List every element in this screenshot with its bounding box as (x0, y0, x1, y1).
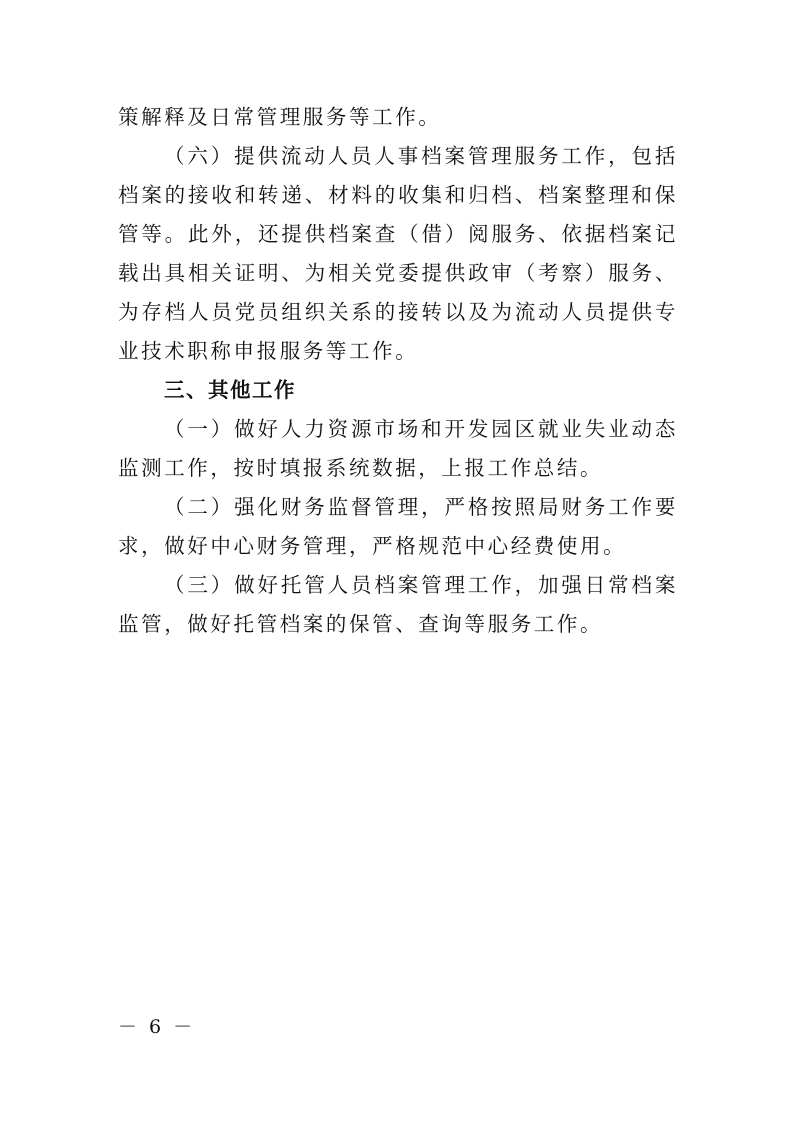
page-number: － 6 － (118, 1016, 196, 1038)
paragraph-item-3: （三）做好托管人员档案管理工作，加强日常档案监管，做好托管档案的保管、查询等服务工作。 (118, 573, 678, 636)
paragraph-continuation: 策解释及日常管理服务等工作。 (118, 105, 442, 129)
document-body (118, 98, 678, 644)
paragraph-item-1: （一）做好人力资源市场和开发园区就业失业动态监测工作，按时填报系统数据，上报工作总结。 (118, 417, 678, 480)
paragraph-item-6: （六）提供流动人员人事档案管理服务工作，包括档案的接收和转递、材料的收集和归档、档案整理和保管等。此外，还提供档案查（借）阅服务、依据档案记载出具相关证明、为相关党委提供政审（考察）服务、为存档人员党员组织关系的接转以及为流动人员提供专业技术职称申报服务等工作。 (118, 144, 678, 363)
section-heading-other-work: 三、其他工作 (164, 378, 296, 402)
paragraph-item-2: （二）强化财务监督管理，严格按照局财务工作要求，做好中心财务管理，严格规范中心经费使用。 (118, 495, 678, 558)
